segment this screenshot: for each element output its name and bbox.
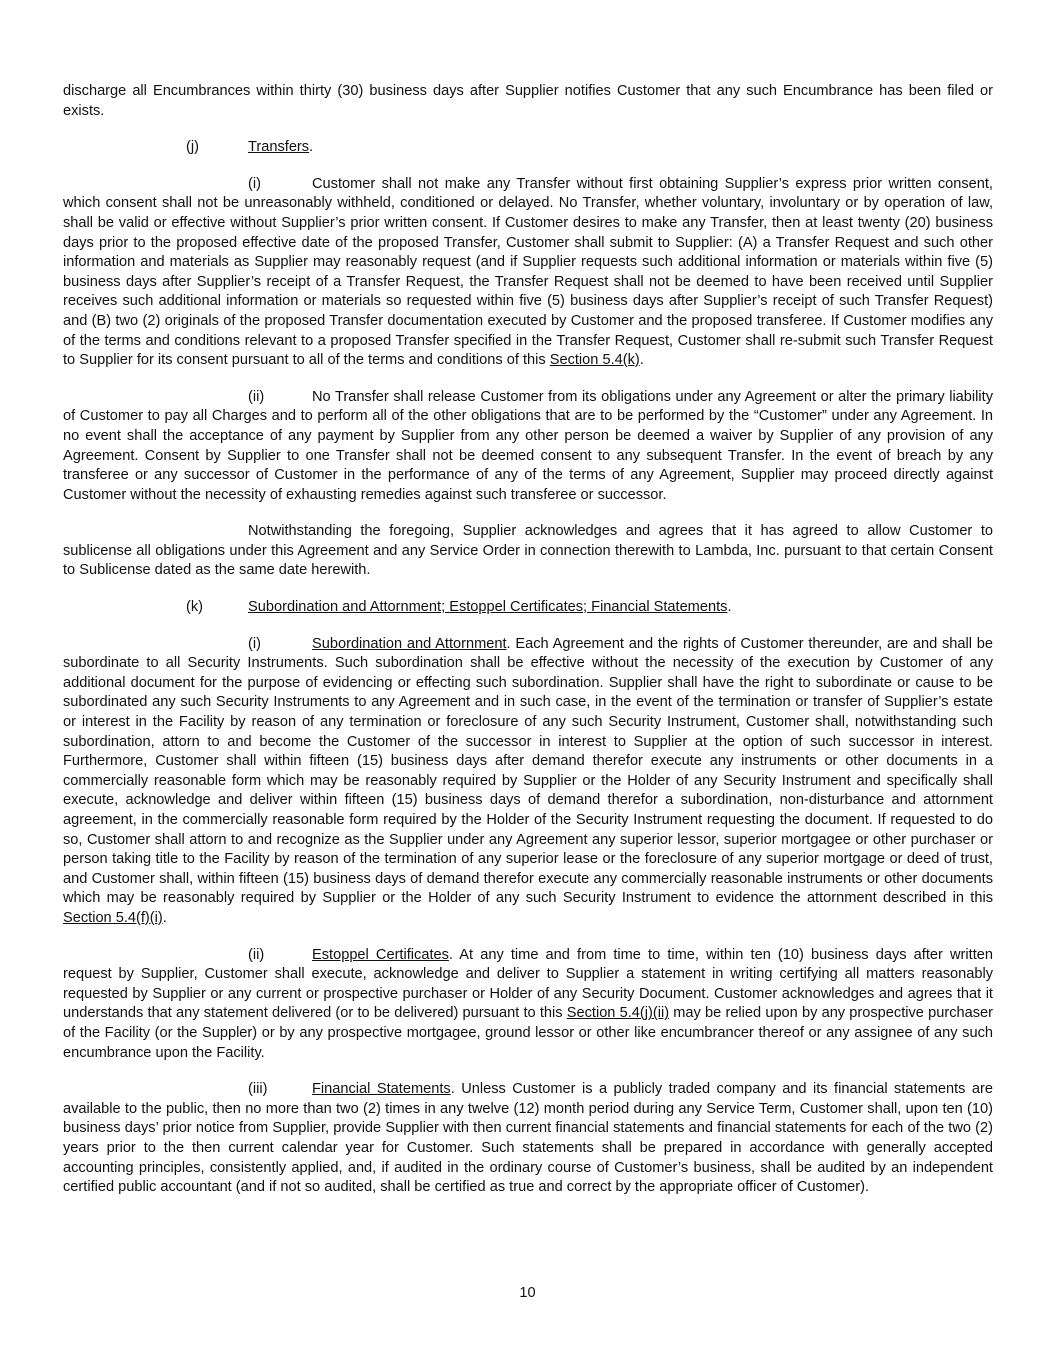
heading-j-title: Transfers xyxy=(248,139,310,156)
heading-j-transfers: (j) Transfers. xyxy=(63,138,993,158)
paragraph-j-i-number: (i) xyxy=(248,175,261,192)
paragraph-k-i-number: (i) xyxy=(248,635,261,652)
document-page xyxy=(63,82,993,1198)
paragraph-k-iii-number: (iii) xyxy=(248,1081,268,1098)
section-reference: Section 5.4(f)(i) xyxy=(63,909,163,926)
paragraph-k-ii: (ii) Estoppel Certificates. At any time and from time to time, within ten (10) business days after written request by Supplier, Customer shall execute, acknowledge and deliver to Supplier a statement in writing certifying all matters reasonably requested by Supplier or any current or prospective purchaser or Holder of any Security Document. Customer acknowledges and agrees that it understands that any statement delivered (or to be delivered) pursuant to this Section 5.4(j)(ii) may be relied upon by any prospective purchaser of the Facility (or the Suppler) or by any prospective mortgagee, ground lessor or other like encumbrancer thereof or any assignee of any such encumbrance upon the Facility. xyxy=(63,946,994,1061)
paragraph-k-i-title: Subordination and Attornment xyxy=(312,635,507,652)
heading-j-number: (j) xyxy=(186,139,199,156)
paragraph-k-iii-title: Financial Statements xyxy=(312,1081,451,1098)
paragraph-intro: discharge all Encumbrances within thirty (30) business days after Supplier notifies Customer that any such Encumbrance has been filed or exists. xyxy=(63,83,993,119)
section-reference: Section 5.4(k) xyxy=(549,352,640,369)
paragraph-k-ii-number: (ii) xyxy=(248,946,265,963)
heading-k-subordination: (k) Subordination and Attornment; Estoppel Certificates; Financial Statements. xyxy=(63,598,993,618)
paragraph-k-ii-title: Estoppel Certificates xyxy=(312,946,449,963)
paragraph-j-i: (i) Customer shall not make any Transfer without first obtaining Supplier’s express prior written consent, which consent shall not be unreasonably withheld, conditioned or delayed. No Transfer, whether voluntary, involuntary or by operation of law, shall be valid or effective without Supplier’s prior written consent. If Customer desires to make any Transfer, then at least twenty (20) business days prior to the proposed effective date of the proposed Transfer, Customer shall submit to Supplier: (A) a Transfer Request and such other information and materials as Supplier may reasonably request (and if Supplier requests such additional information or materials within five (5) business days after Supplier’s receipt of a Transfer Request, the Transfer Request shall not be deemed to have been received until Supplier receives such additional information or materials so requested within five (5) business days after Supplier’s receipt of such Transfer Request) and (B) two (2) originals of the proposed Transfer documentation executed by Customer and the proposed transferee. If Customer modifies any of the terms and conditions relevant to a proposed Transfer specified in the Transfer Request, Customer shall re-submit such Transfer Request to Supplier for its consent pursuant to all of the terms and conditions of this Section 5.4(k). xyxy=(63,175,993,369)
paragraph-notwithstanding: Notwithstanding the foregoing, Supplier acknowledges and agrees that it has agreed to allow Customer to sublicense all obligations under this Agreement and any Service Order in connection therewith to Lambda, Inc. pursuant to that certain Consent to Sublicense dated as the same date herewith. xyxy=(63,523,993,579)
paragraph-j-ii: (ii) No Transfer shall release Customer from its obligations under any Agreement or alter the primary liability of Customer to pay all Charges and to perform all of the other obligations that are to be performed by the “Customer” under any Agreement. In no event shall the acceptance of any payment by Supplier from any other person be deemed a waiver by Supplier of any provision of any Agreement. Consent by Supplier to one Transfer shall not be deemed consent to any subsequent Transfer. In the event of breach by any transferee or any successor of Customer in the performance of any of the terms of any Agreement, Supplier may proceed directly against Customer without the necessity of exhausting remedies against such transferee or successor. xyxy=(63,388,993,503)
page-number: 10 xyxy=(519,1285,536,1301)
section-reference: Section 5.4(j)(ii) xyxy=(566,1005,670,1022)
paragraph-k-iii: (iii) Financial Statements. Unless Customer is a publicly traded company and its financial statements are available to the public, then no more than two (2) times in any twelve (12) month period during any Service Term, Customer shall, upon ten (10) business days’ prior notice from Supplier, provide Supplier with then current financial statements and financial statements for each of the two (2) years prior to the then current calendar year for Customer. Such statements shall be prepared in accordance with generally accepted accounting principles, consistently applied, and, if audited in the ordinary course of Customer’s business, shall be audited by an independent certified public accountant (and if not so audited, shall be certified as true and correct by the appropriate officer of Customer). xyxy=(63,1081,993,1196)
heading-k-title: Subordination and Attornment; Estoppel Certificates; Financial Statements xyxy=(248,599,728,616)
paragraph-j-ii-number: (ii) xyxy=(248,388,265,405)
paragraph-k-i: (i) Subordination and Attornment. Each Agreement and the rights of Customer thereunder, are and shall be subordinate to all Security Instruments. Such subordination shall be effective without the necessity of the execution by Customer of any additional document for the purpose of evidencing or effecting such subordination. Supplier shall have the right to subordinate or cause to be subordinated any such Security Instruments to any Agreement and in such case, in the event of the termination or transfer of Supplier’s estate or interest in the Facility by reason of any termination or foreclosure of any such Security Instrument, Customer shall, notwithstanding such subordination, attorn to and become the Customer of the successor in interest to Supplier at the option of such successor in interest. Furthermore, Customer shall within fifteen (15) business days after demand therefor execute any instruments or other documents in a commercially reasonable form which may be reasonably required by Supplier or the Holder of any Security Instrument and specifically shall execute, acknowledge and deliver within fifteen (15) business days of demand therefor a subordination, non-disturbance and attornment agreement, in the commercially reasonable form required by the Holder of the Security Instrument requesting the document. If requested to do so, Customer shall attorn to and recognize as the Supplier under any Agreement any superior lessor, superior mortgagee or other purchaser or person taking title to the Facility by reason of the termination of any superior lease or the foreclosure of any superior mortgage or deed of trust, and Customer shall, within fifteen (15) business days of demand therefor execute any commercially reasonable instruments or other documents which may be reasonably required by Supplier or the Holder of any such Security Instrument to evidence the attornment described in this Section 5.4(f)(i). xyxy=(63,635,993,926)
heading-k-number: (k) xyxy=(186,599,204,616)
